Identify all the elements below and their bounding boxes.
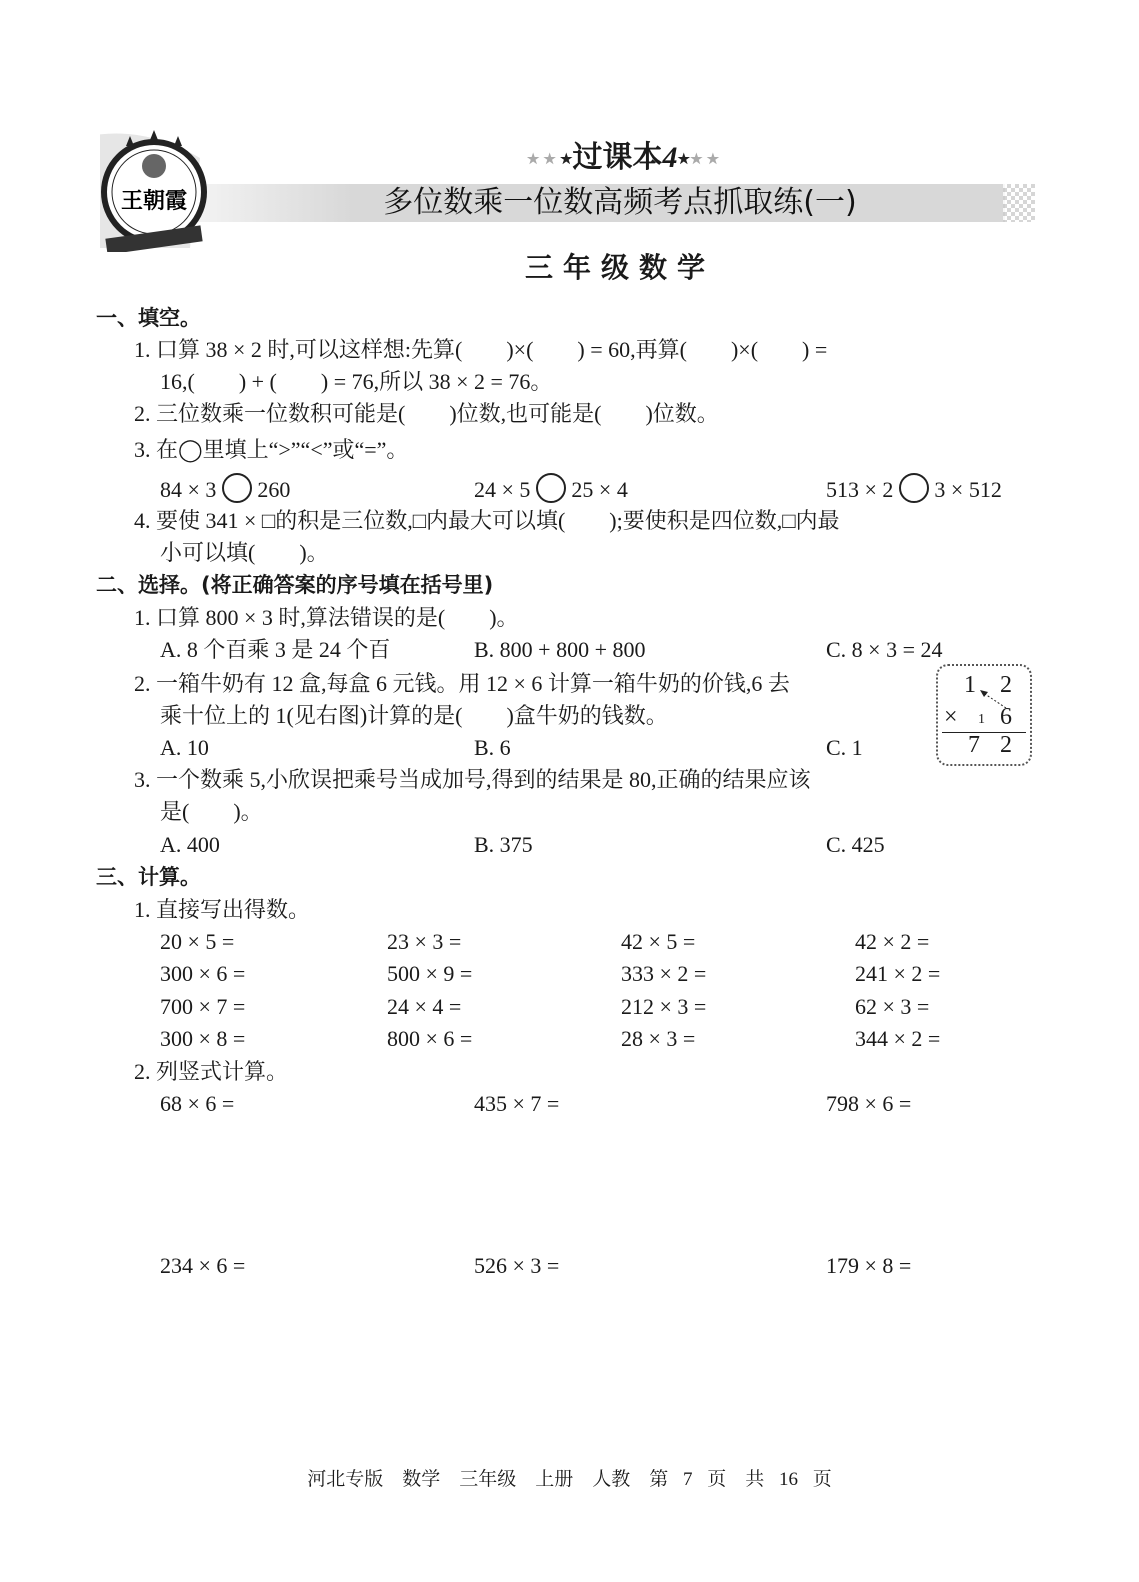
oral-problem: 300 × 6 = bbox=[160, 961, 246, 986]
oral-problem: 800 × 6 = bbox=[387, 1026, 473, 1051]
option: A. 400 bbox=[160, 832, 220, 857]
question-text: 2. 三位数乘一位数积可能是( )位数,也可能是( )位数。 bbox=[134, 401, 719, 426]
compare-item: 513 × 2 3 × 512 bbox=[826, 473, 1002, 503]
operator: × bbox=[944, 704, 958, 730]
brand-logo-icon bbox=[100, 128, 208, 252]
oral-problem: 28 × 3 = bbox=[621, 1026, 696, 1051]
oral-problem: 42 × 2 = bbox=[855, 929, 930, 954]
oral-problem: 20 × 5 = bbox=[160, 929, 235, 954]
vertical-problem: 526 × 3 = bbox=[474, 1253, 560, 1278]
oral-problem: 212 × 3 = bbox=[621, 994, 707, 1019]
oral-problem: 23 × 3 = bbox=[387, 929, 462, 954]
answer-circle[interactable] bbox=[899, 473, 929, 503]
section-heading: 三、计算。 bbox=[96, 865, 201, 889]
question-text: 16,( ) + ( ) = 76,所以 38 × 2 = 76。 bbox=[160, 369, 553, 394]
option: B. 800 + 800 + 800 bbox=[474, 637, 646, 662]
question-text: 1. 口算 38 × 2 时,可以这样想:先算( )×( ) = 60,再算( )×( ) = bbox=[134, 337, 828, 362]
option: A. 8 个百乘 3 是 24 个百 bbox=[160, 637, 391, 662]
vertical-problem: 179 × 8 = bbox=[826, 1253, 912, 1278]
option: B. 6 bbox=[474, 735, 511, 760]
digit: 7 bbox=[968, 732, 980, 758]
question-text: 乘十位上的 1(见右图)计算的是( )盒牛奶的钱数。 bbox=[160, 703, 668, 728]
question-text: 是( )。 bbox=[160, 799, 263, 824]
question-text: 3. 一个数乘 5,小欣误把乘号当成加号,得到的结果是 80,正确的结果应该 bbox=[134, 767, 811, 792]
oral-problem: 333 × 2 = bbox=[621, 961, 707, 986]
vertical-problem: 798 × 6 = bbox=[826, 1091, 912, 1116]
question-text: 2. 一箱牛奶有 12 盒,每盒 6 元钱。用 12 × 6 计算一箱牛奶的价钱,6 去 bbox=[134, 671, 790, 696]
question-text: 小可以填( )。 bbox=[160, 540, 329, 565]
svg-text:王朝霞: 王朝霞 bbox=[120, 188, 188, 214]
question-text: 1. 直接写出得数。 bbox=[134, 897, 311, 922]
answer-circle[interactable] bbox=[222, 473, 252, 503]
vertical-problem: 68 × 6 = bbox=[160, 1091, 235, 1116]
compare-item: 24 × 5 25 × 4 bbox=[474, 473, 628, 503]
digit: 6 bbox=[1000, 704, 1012, 730]
question-text: 1. 口算 800 × 3 时,算法错误的是( )。 bbox=[134, 605, 519, 630]
digit: 2 bbox=[1000, 732, 1012, 758]
question-text: 3. 在◯里填上“>”“<”或“=”。 bbox=[134, 437, 409, 462]
page-subtitle: 三年级数学 bbox=[524, 251, 715, 284]
series-label: ★★★过课本4★★★ bbox=[526, 141, 724, 174]
digit: 1 bbox=[964, 672, 976, 698]
option: B. 375 bbox=[474, 832, 533, 857]
oral-problem: 24 × 4 = bbox=[387, 994, 462, 1019]
oral-problem: 500 × 9 = bbox=[387, 961, 473, 986]
oral-problem: 241 × 2 = bbox=[855, 961, 941, 986]
oral-problem: 300 × 8 = bbox=[160, 1026, 246, 1051]
section-heading: 二、选择。(将正确答案的序号填在括号里) bbox=[96, 573, 494, 597]
page-title: 多位数乘一位数高频考点抓取练(一) bbox=[383, 185, 857, 220]
question-text: 2. 列竖式计算。 bbox=[134, 1059, 289, 1084]
option: A. 10 bbox=[160, 735, 209, 760]
oral-problem: 344 × 2 = bbox=[855, 1026, 941, 1051]
oral-problem: 62 × 3 = bbox=[855, 994, 930, 1019]
vertical-problem: 435 × 7 = bbox=[474, 1091, 560, 1116]
option: C. 1 bbox=[826, 735, 863, 760]
answer-circle[interactable] bbox=[536, 473, 566, 503]
option: C. 425 bbox=[826, 832, 885, 857]
digit: 2 bbox=[1000, 672, 1012, 698]
question-text: 4. 要使 341 × □的积是三位数,□内最大可以填( );要使积是四位数,□内最 bbox=[134, 508, 840, 533]
oral-problem: 42 × 5 = bbox=[621, 929, 696, 954]
compare-item: 84 × 3 260 bbox=[160, 473, 290, 503]
page-footer: 河北专版 数学 三年级 上册 人教 第 7 页 共 16 页 bbox=[307, 1469, 832, 1490]
vertical-multiplication-figure bbox=[936, 664, 1032, 766]
section-heading: 一、填空。 bbox=[96, 306, 201, 330]
carry-digit: 1 bbox=[978, 712, 985, 727]
vertical-problem: 234 × 6 = bbox=[160, 1253, 246, 1278]
option: C. 8 × 3 = 24 bbox=[826, 637, 943, 662]
oral-problem: 700 × 7 = bbox=[160, 994, 246, 1019]
